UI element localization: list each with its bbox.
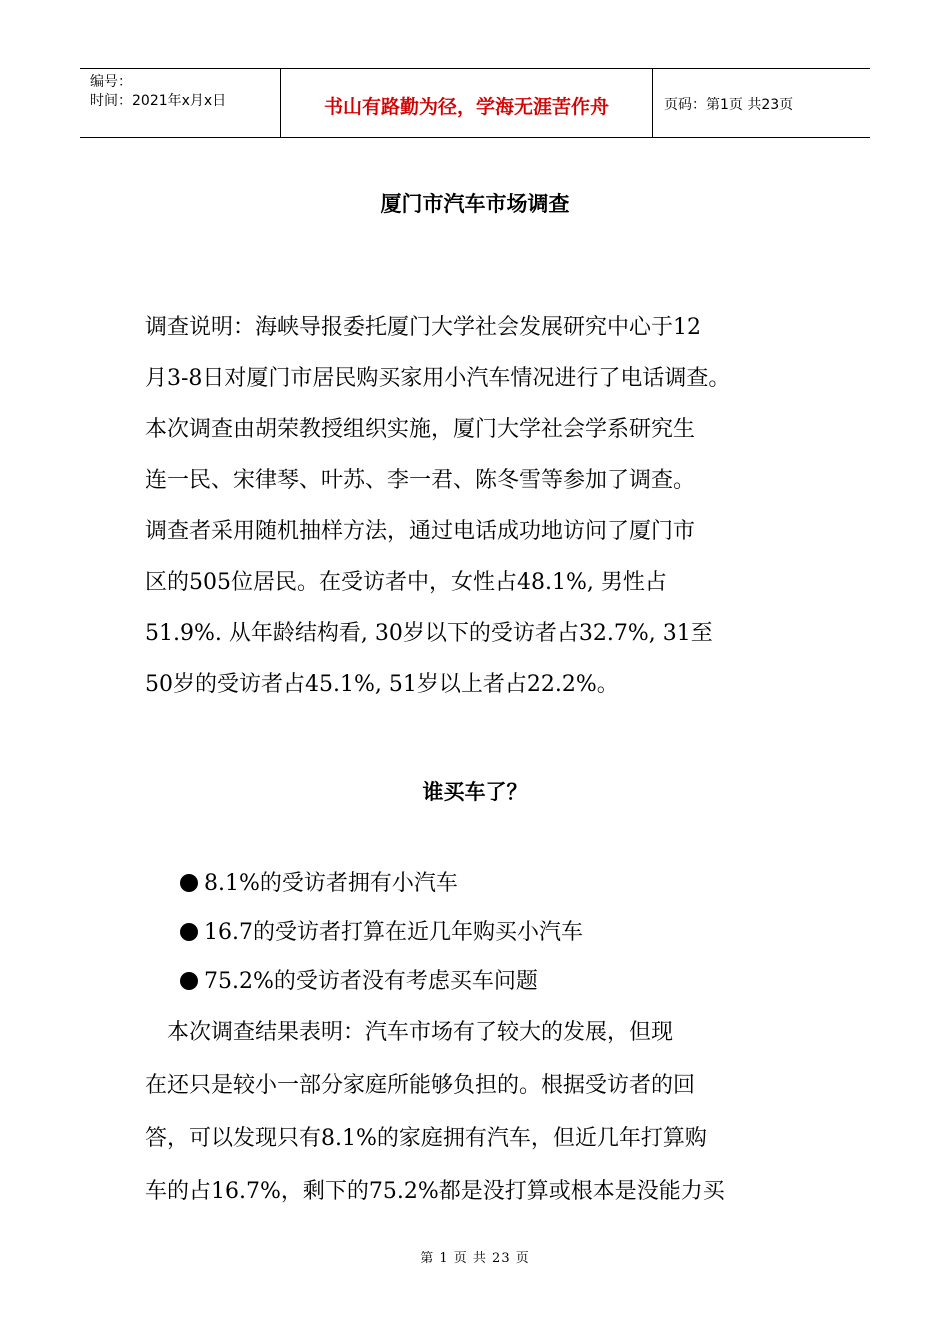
page-footer: 第 1 页 共 23 页 [420,1251,530,1266]
intro-line: 本次调查由胡荣教授组织实施，厦门大学社会学系研究生 [145,417,696,442]
result-paragraph [145,1006,825,1218]
intro-paragraph [145,302,825,710]
intro-line: 调查说明：海峡导报委托厦门大学社会发展研究中心于12 [145,315,701,340]
intro-line: 50岁的受访者占45.1%, 51岁以上者占22.2%。 [145,672,619,697]
bullet-text: 16.7的受访者打算在近几年购买小汽车 [204,920,583,945]
result-line: 在还只是较小一部分家庭所能够负担的。根据受访者的回 [145,1073,696,1098]
bullet-item [180,859,583,908]
result-line: 本次调查结果表明：汽车市场有了较大的发展，但现 [145,1020,674,1045]
intro-line: 调查者采用随机抽样方法，通过电话成功地访问了厦门市 [145,519,696,544]
document-title: 厦门市汽车市场调查 [380,192,570,216]
header-page-info: 页码：第1页 共23页 [664,97,794,113]
bullet-text: 75.2%的受访者没有考虑买车问题 [204,969,538,994]
bullet-dot-icon [180,972,198,990]
result-line: 答，可以发现只有8.1%的家庭拥有汽车，但近几年打算购 [145,1126,707,1151]
bullet-list [180,859,583,1006]
result-line: 车的占16.7%，剩下的75.2%都是没打算或根本是没能力买 [145,1179,725,1204]
intro-line: 51.9%. 从年龄结构看, 30岁以下的受访者占32.7%, 31至 [145,621,713,646]
bullet-item [180,908,583,957]
intro-line: 区的505位居民。在受访者中，女性占48.1%, 男性占 [145,570,667,595]
bullet-dot-icon [180,923,198,941]
bullet-item [180,957,583,1006]
number-label: 编号： [90,74,132,90]
intro-line: 连一民、宋律琴、叶苏、李一君、陈冬雪等参加了调查。 [145,468,696,493]
time-label: 时间：2021年x月x日 [90,93,227,109]
intro-line: 月3-8日对厦门市居民购买家用小汽车情况进行了电话调查。 [145,366,731,391]
header-motto: 书山有路勤为径，学海无涯苦作舟 [281,69,653,137]
header-meta [80,69,281,137]
bullet-dot-icon [180,874,198,892]
bullet-text: 8.1%的受访者拥有小汽车 [204,871,458,896]
section-heading: 谁买车了？ [422,780,528,804]
page-header [80,68,870,138]
